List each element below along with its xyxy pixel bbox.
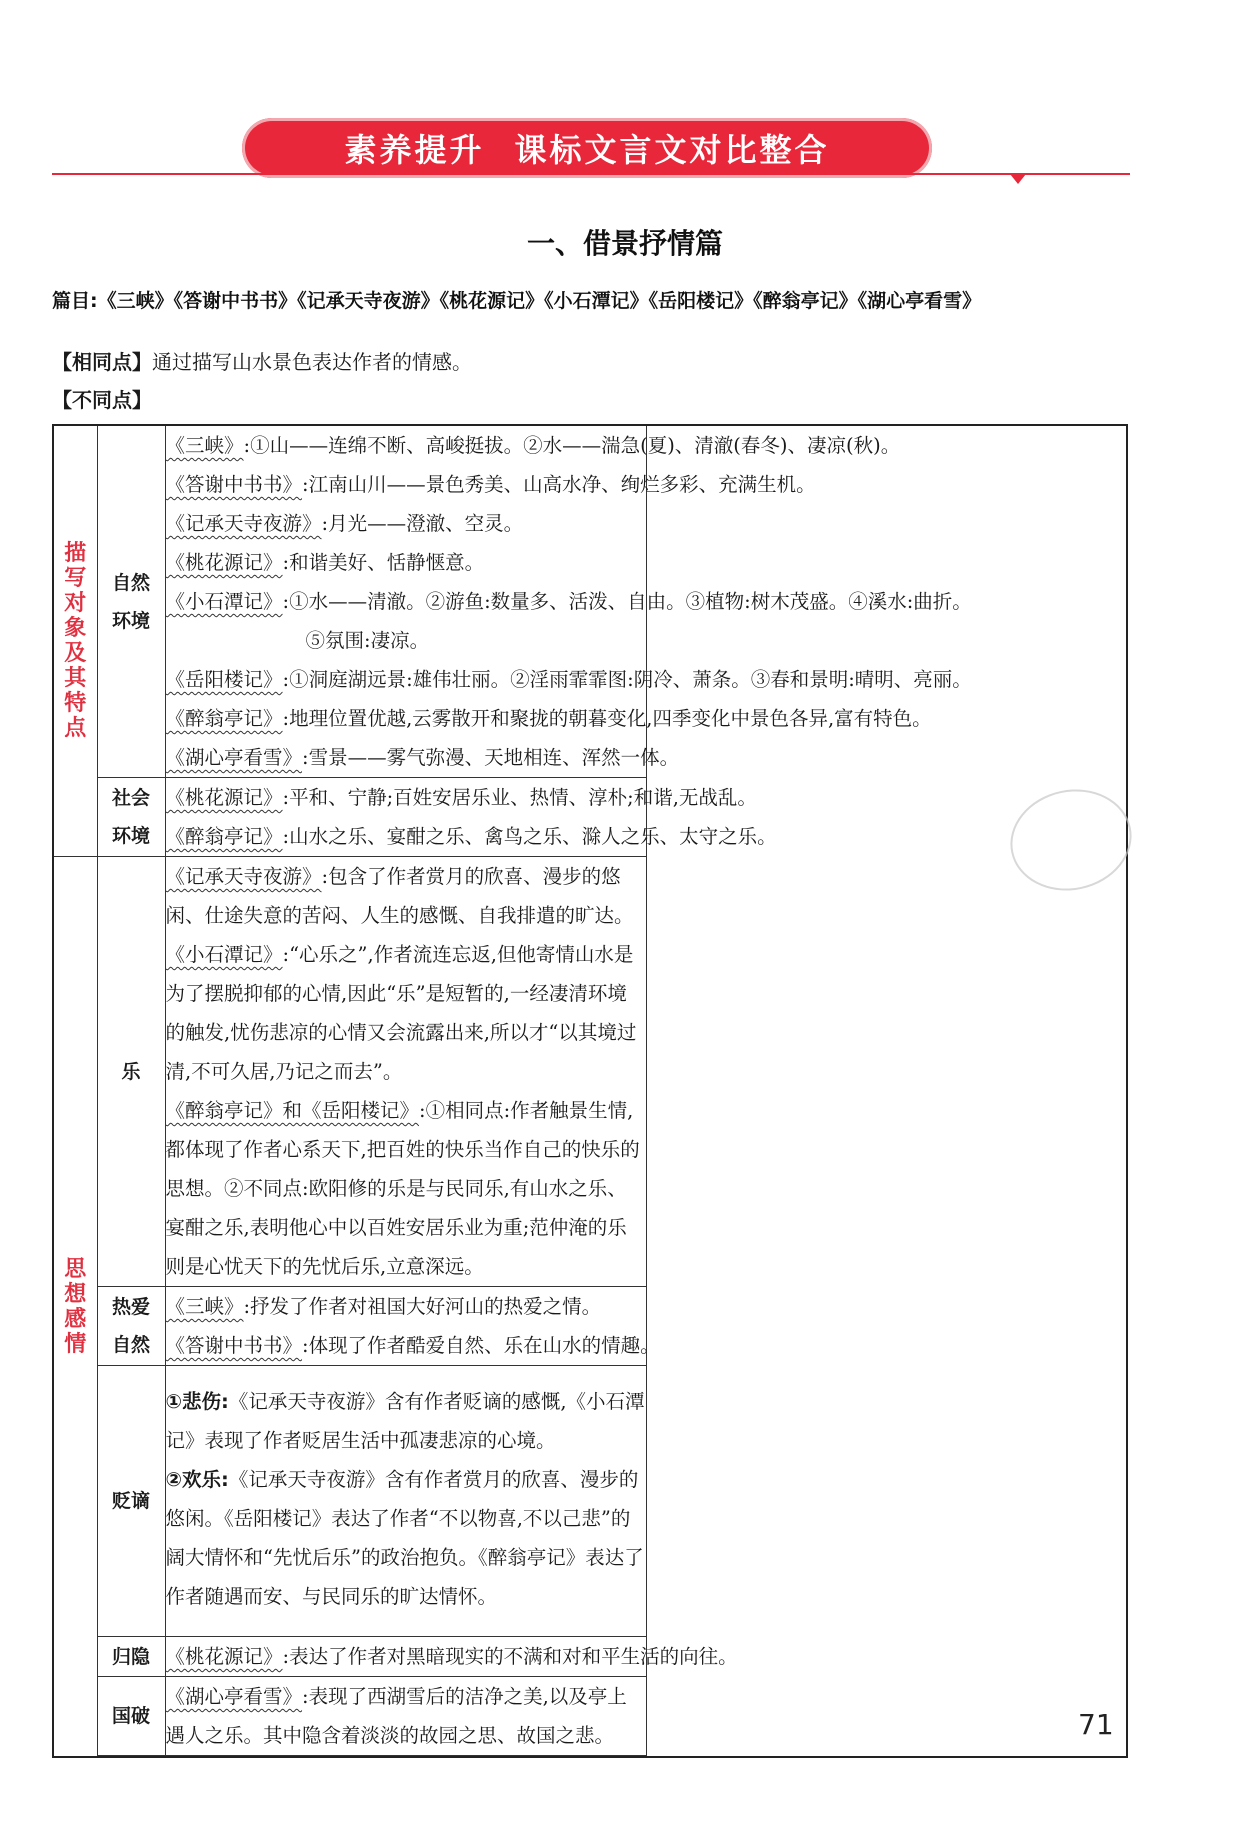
same-point-text: 通过描写山水景色表达作者的情感。 xyxy=(152,350,472,374)
list-item: 《湖心亭看雪》:雪景——雾气弥漫、天地相连、浑然一体。 xyxy=(165,746,680,769)
row-content-nation xyxy=(165,1677,646,1756)
list-item: 《记承天寺夜游》:包含了作者赏月的欣喜、漫步的悠闲、仕途失意的苦闷、人生的感慨、自我排遣的旷达。 xyxy=(165,865,634,927)
list-item: 《三峡》:①山——连绵不断、高峻挺拔。②水——湍急(夏)、清澈(春冬)、凄凉(秋)。 xyxy=(165,434,901,457)
row-content-love xyxy=(165,1287,660,1366)
row-content-retreat xyxy=(165,1637,738,1677)
list-item: 《小石潭记》:①水——清澈。②游鱼:数量多、活泼、自由。③植物:树木茂盛。④溪水:曲折。 xyxy=(165,590,972,613)
list-item: 《醉翁亭记》和《岳阳楼记》:①相同点:作者触景生情,都体现了作者心系天下,把百姓的快乐当作自己的快乐的思想。②不同点:欧阳修的乐是与民同乐,有山水之乐、宴酣之乐,表明他心中以百姓安居乐业为重;范仲淹的乐则是心忧天下的先忧后乐,立意深远。 xyxy=(165,1099,640,1278)
list-item: 《醉翁亭记》:地理位置优越,云雾散开和聚拢的朝暮变化,四季变化中景色各异,富有特色。 xyxy=(165,707,932,730)
row-label-retreat: 归隐 xyxy=(97,1637,165,1677)
section-title: 一、借景抒情篇 xyxy=(526,227,723,260)
table-row xyxy=(53,1366,1127,1637)
row-content-exile xyxy=(165,1366,646,1637)
table-row xyxy=(53,857,1127,1287)
comparison-table xyxy=(52,424,1128,1758)
list-item: 《桃花源记》:表达了作者对黑暗现实的不满和对和平生活的向往。 xyxy=(165,1645,738,1668)
list-item: 《答谢中书书》:体现了作者酷爱自然、乐在山水的情趣。 xyxy=(165,1334,660,1357)
row-content-social xyxy=(165,778,777,857)
page-number: 71 xyxy=(1078,1708,1114,1741)
row-label-natural: 自然环境 xyxy=(97,425,165,778)
table-row xyxy=(53,1287,1127,1366)
same-point xyxy=(52,346,472,375)
list-item: 《桃花源记》:和谐美好、恬静惬意。 xyxy=(165,551,485,574)
row-content-joy xyxy=(165,857,646,1287)
row-label-joy: 乐 xyxy=(97,857,165,1287)
list-item: 《岳阳楼记》:①洞庭湖远景:雄伟壮丽。②淫雨霏霏图:阴冷、萧条。③春和景明:晴明、亮丽。 xyxy=(165,668,972,691)
table-row xyxy=(53,778,1127,857)
banner-left-text: 素养提升 xyxy=(344,131,485,169)
list-item: 《醉翁亭记》:山水之乐、宴酣之乐、禽鸟之乐、滁人之乐、太守之乐。 xyxy=(165,825,777,848)
group-description: 描写对象及其特点 xyxy=(53,425,97,857)
same-point-label: 【相同点】 xyxy=(52,350,152,374)
list-item: 《记承天寺夜游》:月光——澄澈、空灵。 xyxy=(165,512,524,535)
list-item: 《三峡》:抒发了作者对祖国大好河山的热爱之情。 xyxy=(165,1295,602,1318)
table-row xyxy=(53,425,1127,778)
header-rule xyxy=(52,173,1130,175)
header-banner xyxy=(52,112,1130,192)
list-item: 《答谢中书书》:江南山川——景色秀美、山高水净、绚烂多彩、充满生机。 xyxy=(165,473,816,496)
banner-title xyxy=(242,118,932,178)
articles-line: 篇目:《三峡》《答谢中书书》《记承天寺夜游》《桃花源记》《小石潭记》《岳阳楼记》《醉翁亭记》《湖心亭看雪》 xyxy=(52,290,982,312)
list-item: ⑤氛围:凄凉。 xyxy=(305,629,430,652)
list-item: ①悲伤:《记承天寺夜游》含有作者贬谪的感慨,《小石潭记》表现了作者贬居生活中孤凄悲凉的心境。 xyxy=(165,1390,645,1452)
row-label-exile: 贬谪 xyxy=(97,1366,165,1637)
header-notch-icon xyxy=(1010,174,1026,184)
group-feelings: 思想感情 xyxy=(53,857,97,1758)
row-content-natural xyxy=(165,425,972,778)
row-label-social: 社会环境 xyxy=(97,778,165,857)
row-label-love: 热爱自然 xyxy=(97,1287,165,1366)
row-label-nation: 国破 xyxy=(97,1677,165,1756)
list-item: 《小石潭记》:“心乐之”,作者流连忘返,但他寄情山水是为了摆脱抑郁的心情,因此“乐”是短暂的,一经凄清环境的触发,忧伤悲凉的心情又会流露出来,所以才“以其境过清,不可久居,乃记之而去”。 xyxy=(165,943,637,1083)
banner-right-text: 课标文言文对比整合 xyxy=(514,131,830,169)
diff-label: 【不同点】 xyxy=(52,388,152,412)
list-item: 《湖心亭看雪》:表现了西湖雪后的洁净之美,以及亭上遇人之乐。其中隐含着淡淡的故园之思、故国之悲。 xyxy=(165,1685,627,1747)
table-row xyxy=(53,1677,1127,1756)
list-item: ②欢乐:《记承天寺夜游》含有作者赏月的欣喜、漫步的悠闲。《岳阳楼记》表达了作者“不以物喜,不以己悲”的阔大情怀和“先忧后乐”的政治抱负。《醉翁亭记》表达了作者随遇而安、与民同乐的旷达情怀。 xyxy=(165,1468,644,1608)
table-row xyxy=(53,1637,1127,1677)
list-item: 《桃花源记》:平和、宁静;百姓安居乐业、热情、淳朴;和谐,无战乱。 xyxy=(165,786,757,809)
